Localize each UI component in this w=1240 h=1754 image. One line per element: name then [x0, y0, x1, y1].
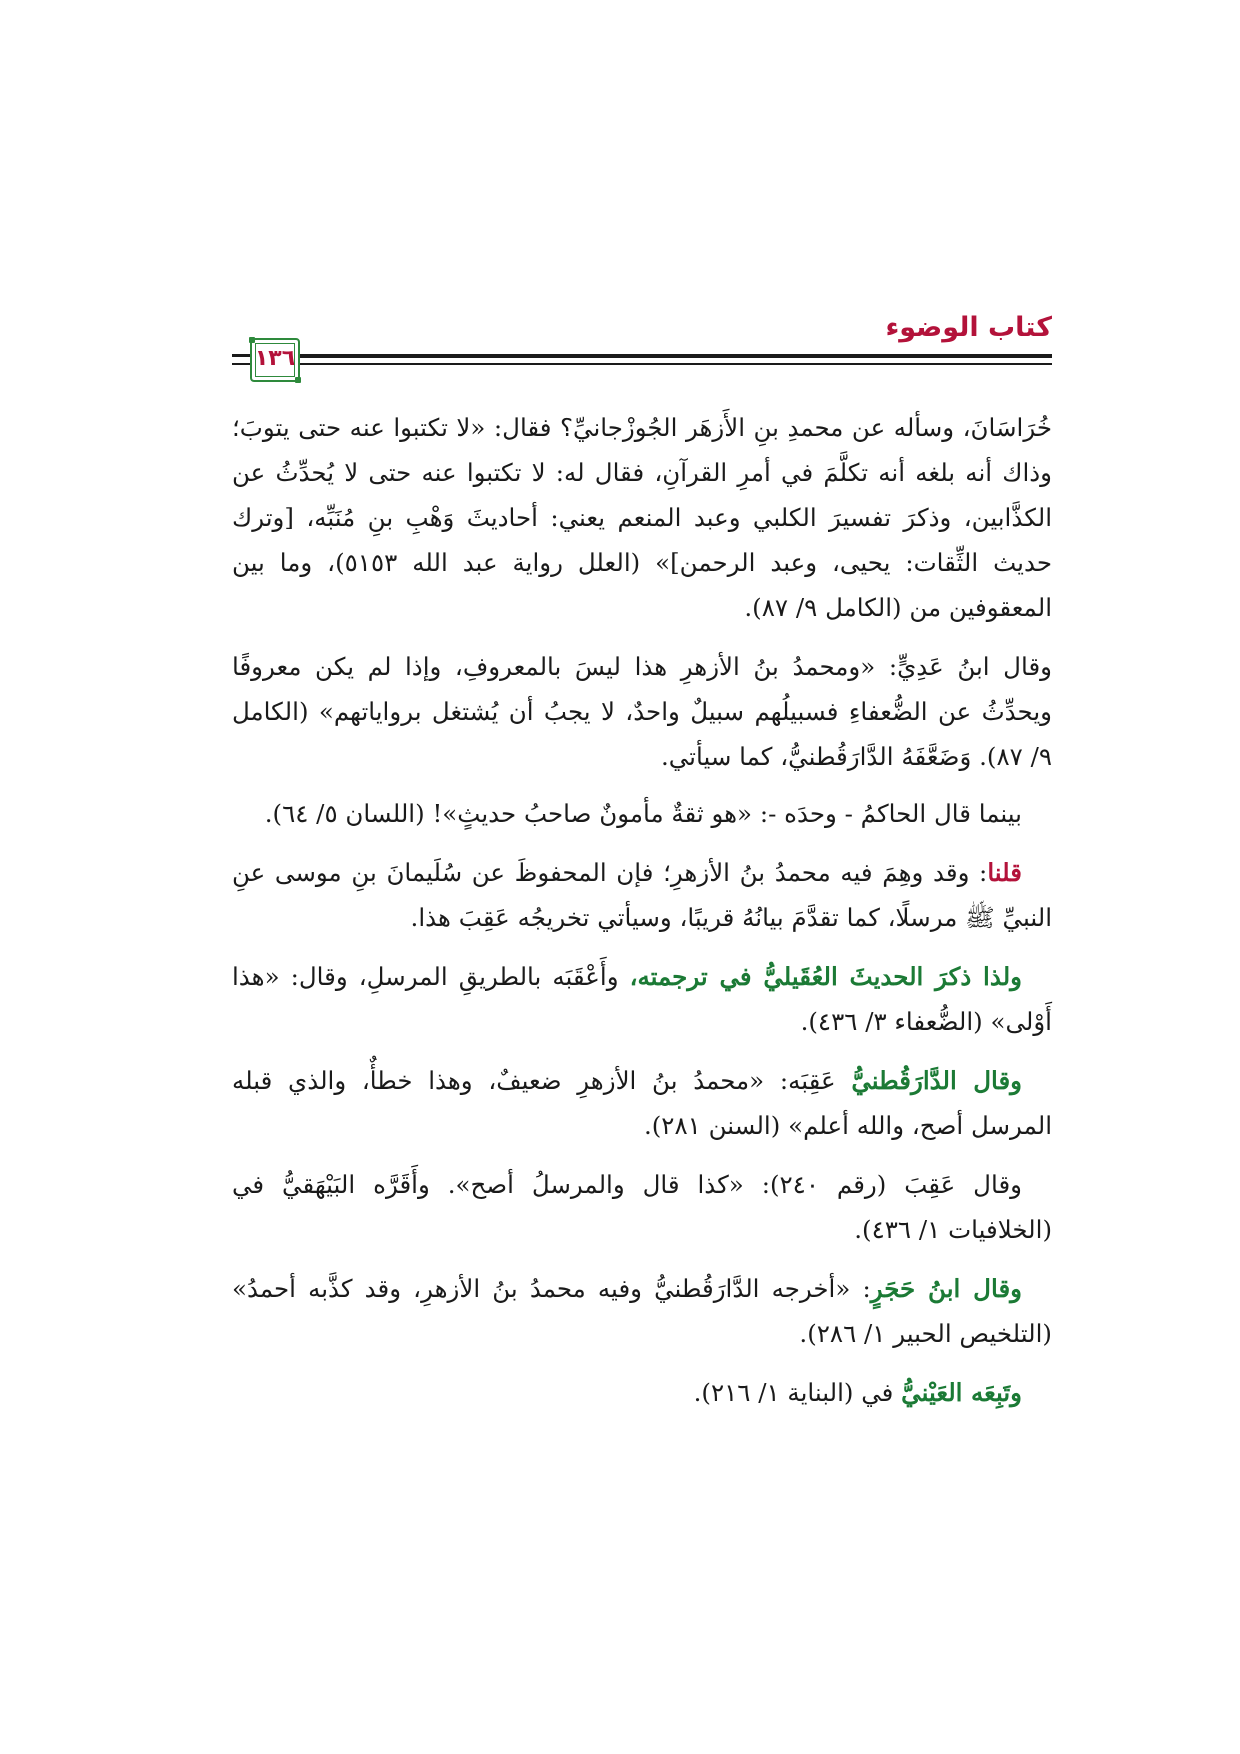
paragraph [232, 1058, 1052, 1148]
page-header [232, 312, 1052, 388]
paragraph-lead: قلنا [987, 858, 1022, 887]
paragraph-lead: وتَبِعَه العَيْنيُّ [901, 1378, 1022, 1407]
paragraph [232, 954, 1052, 1044]
paragraph [232, 1162, 1052, 1252]
paragraph [232, 1370, 1052, 1415]
header-rule-thick [294, 354, 1052, 358]
paragraph-lead: ولذا ذكرَ الحديثَ العُقَيليُّ في ترجمته، [629, 962, 1022, 991]
paragraph [232, 1266, 1052, 1356]
paragraph-lead: وقال الدَّارَقُطنيُّ [851, 1066, 1022, 1095]
paragraph-text: في (البناية ١/ ٢١٦). [693, 1378, 902, 1407]
paragraph-text: : «أخرجه الدَّارَقُطنيُّ وفيه محمدُ بنُ الأزهرِ، وقد كذَّبه أحمدُ» (التلخيص الحبير ١/ ٢٨٦). [232, 1274, 1052, 1348]
paragraph-lead: وقال ابنُ حَجَرٍ [870, 1274, 1022, 1303]
paragraph-text: خُرَاسَانَ، وسأله عن محمدِ بنِ الأَزهَر الجُوزْجانيِّ؟ فقال: «لا تكتبوا عنه حتى يتوبَ؛ وذاك أنه بلغه أنه تكلَّمَ في أمرِ القرآنِ، فقال له: لا تكتبوا عنه حتى لا يُحدِّثُ عن الكذَّابين، وذكرَ تفسيرَ الكلبي وعبد المنعم يعني: أحاديثَ وَهْبِ بنِ مُنَبِّه، [وترك حديث الثِّقات: يحيى، وعبد الرحمن]» (العلل رواية عبد الله ٥١٥٣)، وما بين المعقوفين من (الكامل ٩/ ٨٧). [232, 413, 1052, 622]
paragraph-text: وقال ابنُ عَدِيٍّ: «ومحمدُ بنُ الأزهرِ هذا ليسَ بالمعروفِ، وإذا لم يكن معروفًا ويحدِّثُ عن الضُّعفاءِ فسبيلُهم سبيلٌ واحدٌ، لا يجبُ أن يُشتغل بروایاتهم» (الكامل ٩/ ٨٧). وَضَعَّفَهُ الدَّارَقُطنيُّ، كما سيأتي. [232, 652, 1052, 771]
paragraph-text: وأَعْقَبَه بالطريقِ المرسلِ، وقال: «هذا أَوْلى» (الضُّعفاء ٣/ ٤٣٦). [232, 962, 1052, 1036]
paragraph-text: بينما قال الحاكمُ - وحدَه -: «هو ثقةٌ مأمونٌ صاحبُ حديثٍ»! (اللسان ٥/ ٦٤). [264, 799, 1022, 828]
book-title: كتاب الوضوء [885, 312, 1052, 343]
page-body [232, 405, 1052, 1429]
page-number-badge [250, 338, 300, 382]
page-number: ١٣٦ [254, 346, 296, 371]
header-rule-thin [294, 363, 1052, 365]
paragraph-text: : وقد وهِمَ فيه محمدُ بنُ الأزهرِ؛ فإن المحفوظَ عن سُلَيمانَ بنِ موسى عنِ النبيِّ ﷺ مرسلًا، كما تقدَّمَ بيانُهُ قريبًا، وسيأتي تخريجُه عَقِبَ هذا. [232, 858, 1052, 932]
paragraph [232, 791, 1052, 836]
paragraph [232, 644, 1052, 779]
paragraph-text: وقال عَقِبَ (رقم ٢٤٠): «كذا قال والمرسلُ أصح». وأَقَرَّه البَيْهَقيُّ في (الخلافيات ١/ ٤٣٦). [232, 1170, 1052, 1244]
paragraph-text: عَقِبَه: «محمدُ بنُ الأزهرِ ضعيفٌ، وهذا خطأٌ، والذي قبله المرسل أصح، والله أعلم» (السنن ٢٨١). [232, 1066, 1052, 1140]
paragraph [232, 405, 1052, 630]
paragraph [232, 850, 1052, 940]
